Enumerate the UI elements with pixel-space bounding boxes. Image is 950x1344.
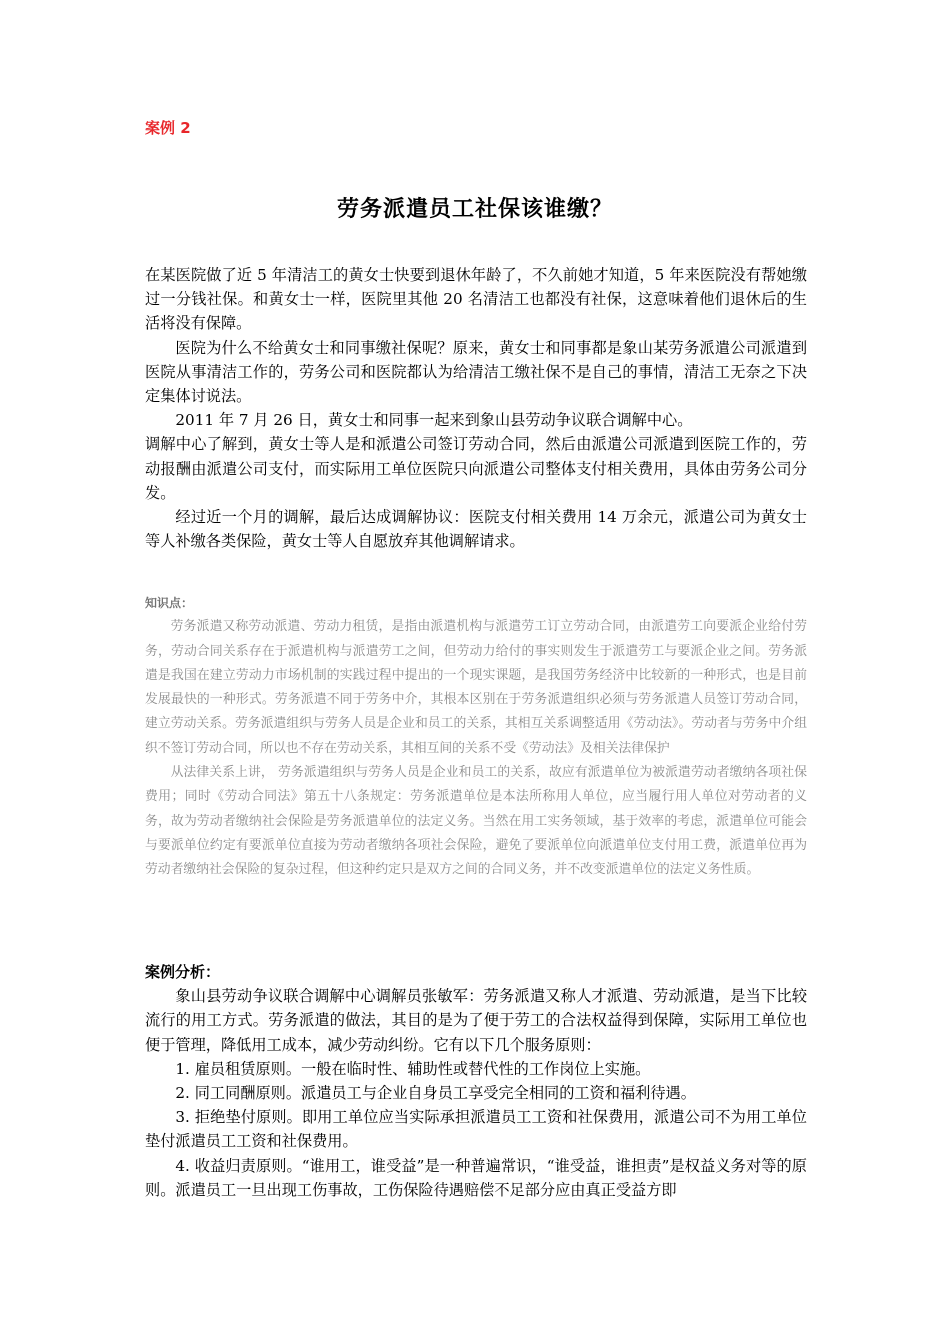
paragraph: 在某医院做了近 5 年清洁工的黄女士快要到退休年龄了，不久前她才知道，5 年来医院没有帮她缴过一分钱社保。和黄女士一样，医院里其他 20 名清洁工也都没有社保，这意味着他们退休后的生活将没有保障。 — [145, 266, 807, 333]
analysis-paragraph: 象山县劳动争议联合调解中心调解员张敏军：劳务派遣又称人才派遣、劳动派遣，是当下比较流行的用工方式。劳务派遣的做法，其目的是为了便于劳工的合法权益得到保障，实际用工单位也便于管理，降低用工成本，减少劳动纠纷。它有以下几个服务原则： — [145, 987, 807, 1054]
case-label: 案例 2 — [145, 119, 191, 137]
case-narrative — [145, 263, 807, 553]
principle-item: 4. 收益归责原则。“谁用工，谁受益”是一种普遍常识，“谁受益，谁担责”是权益义务对等的原则。派遣员工一旦出现工伤事故，工伤保险待遇赔偿不足部分应由真正受益方即 — [145, 1156, 807, 1199]
analysis-heading: 案例分析： — [145, 963, 221, 981]
analysis-section — [145, 960, 807, 1202]
paragraph: 2011 年 7 月 26 日，黄女士和同事一起来到象山县劳动争议联合调解中心。 — [175, 411, 693, 430]
paragraph: 经过近一个月的调解，最后达成调解协议：医院支付相关费用 14 万余元，派遣公司为黄女士等人补缴各类保险，黄女士等人自愿放弃其他调解请求。 — [145, 508, 807, 551]
principle-item: 3. 拒绝垫付原则。即用工单位应当实际承担派遣员工工资和社保费用，派遣公司不为用工单位垫付派遣员工工资和社保费用。 — [145, 1108, 807, 1151]
document-title: 劳务派遣员工社保该谁缴？ — [336, 197, 613, 222]
knowledge-section — [145, 591, 807, 883]
knowledge-heading: 知识点： — [145, 596, 194, 610]
knowledge-paragraph: 劳务派遣又称劳动派遣、劳动力租赁，是指由派遣机构与派遣劳工订立劳动合同，由派遣劳工向要派企业给付劳务，劳动合同关系存在于派遣机构与派遣劳工之间，但劳动力给付的事实则发生于派遣劳工与要派企业之间。劳务派遣是我国在建立劳动力市场机制的实践过程中提出的一个现实课题，是我国劳务经济中比较新的一种形式，也是目前发展最快的一种形式。劳务派遣不同于劳务中介，其根本区别在于劳务派遣组织必须与劳务派遣人员签订劳动合同，建立劳动关系。劳务派遣组织与劳务人员是企业和员工的关系，其相互关系调整适用《劳动法》。劳动者与劳务中介组织不签订劳动合同，所以也不存在劳动关系，其相互间的关系不受《劳动法》及相关法律保护 — [145, 619, 807, 756]
paragraph: 医院为什么不给黄女士和同事缴社保呢？原来，黄女士和同事都是象山某劳务派遣公司派遣到医院从事清洁工作的，劳务公司和医院都认为给清洁工缴社保不是自己的事情，清洁工无奈之下决定集体讨说法。 — [145, 338, 807, 406]
principle-item: 1. 雇员租赁原则。一般在临时性、辅助性或替代性的工作岗位上实施。 — [175, 1059, 651, 1078]
knowledge-paragraph: 从法律关系上讲， 劳务派遣组织与劳务人员是企业和员工的关系，故应有派遣单位为被派遣劳动者缴纳各项社保费用；同时《劳动合同法》第五十八条规定：劳务派遣单位是本法所称用人单位，应当履行用人单位对劳动者的义务，故为劳动者缴纳社会保险是劳务派遣单位的法定义务。当然在用工实务领域，基于效率的考虑，派遣单位可能会与要派单位约定有要派单位直接为劳动者缴纳各项社会保险，避免了要派单位向派遣单位支付用工费，派遣单位再为劳动者缴纳社会保险的复杂过程，但这种约定只是双方之间的合同义务，并不改变派遣单位的法定义务性质。 — [145, 765, 807, 878]
principle-item: 2. 同工同酬原则。派遣员工与企业自身员工享受完全相同的工资和福利待遇。 — [175, 1084, 696, 1103]
paragraph: 调解中心了解到，黄女士等人是和派遣公司签订劳动合同，然后由派遣公司派遣到医院工作的，劳动报酬由派遣公司支付，而实际用工单位医院只向派遣公司整体支付相关费用，具体由劳务公司分发。 — [145, 435, 807, 502]
